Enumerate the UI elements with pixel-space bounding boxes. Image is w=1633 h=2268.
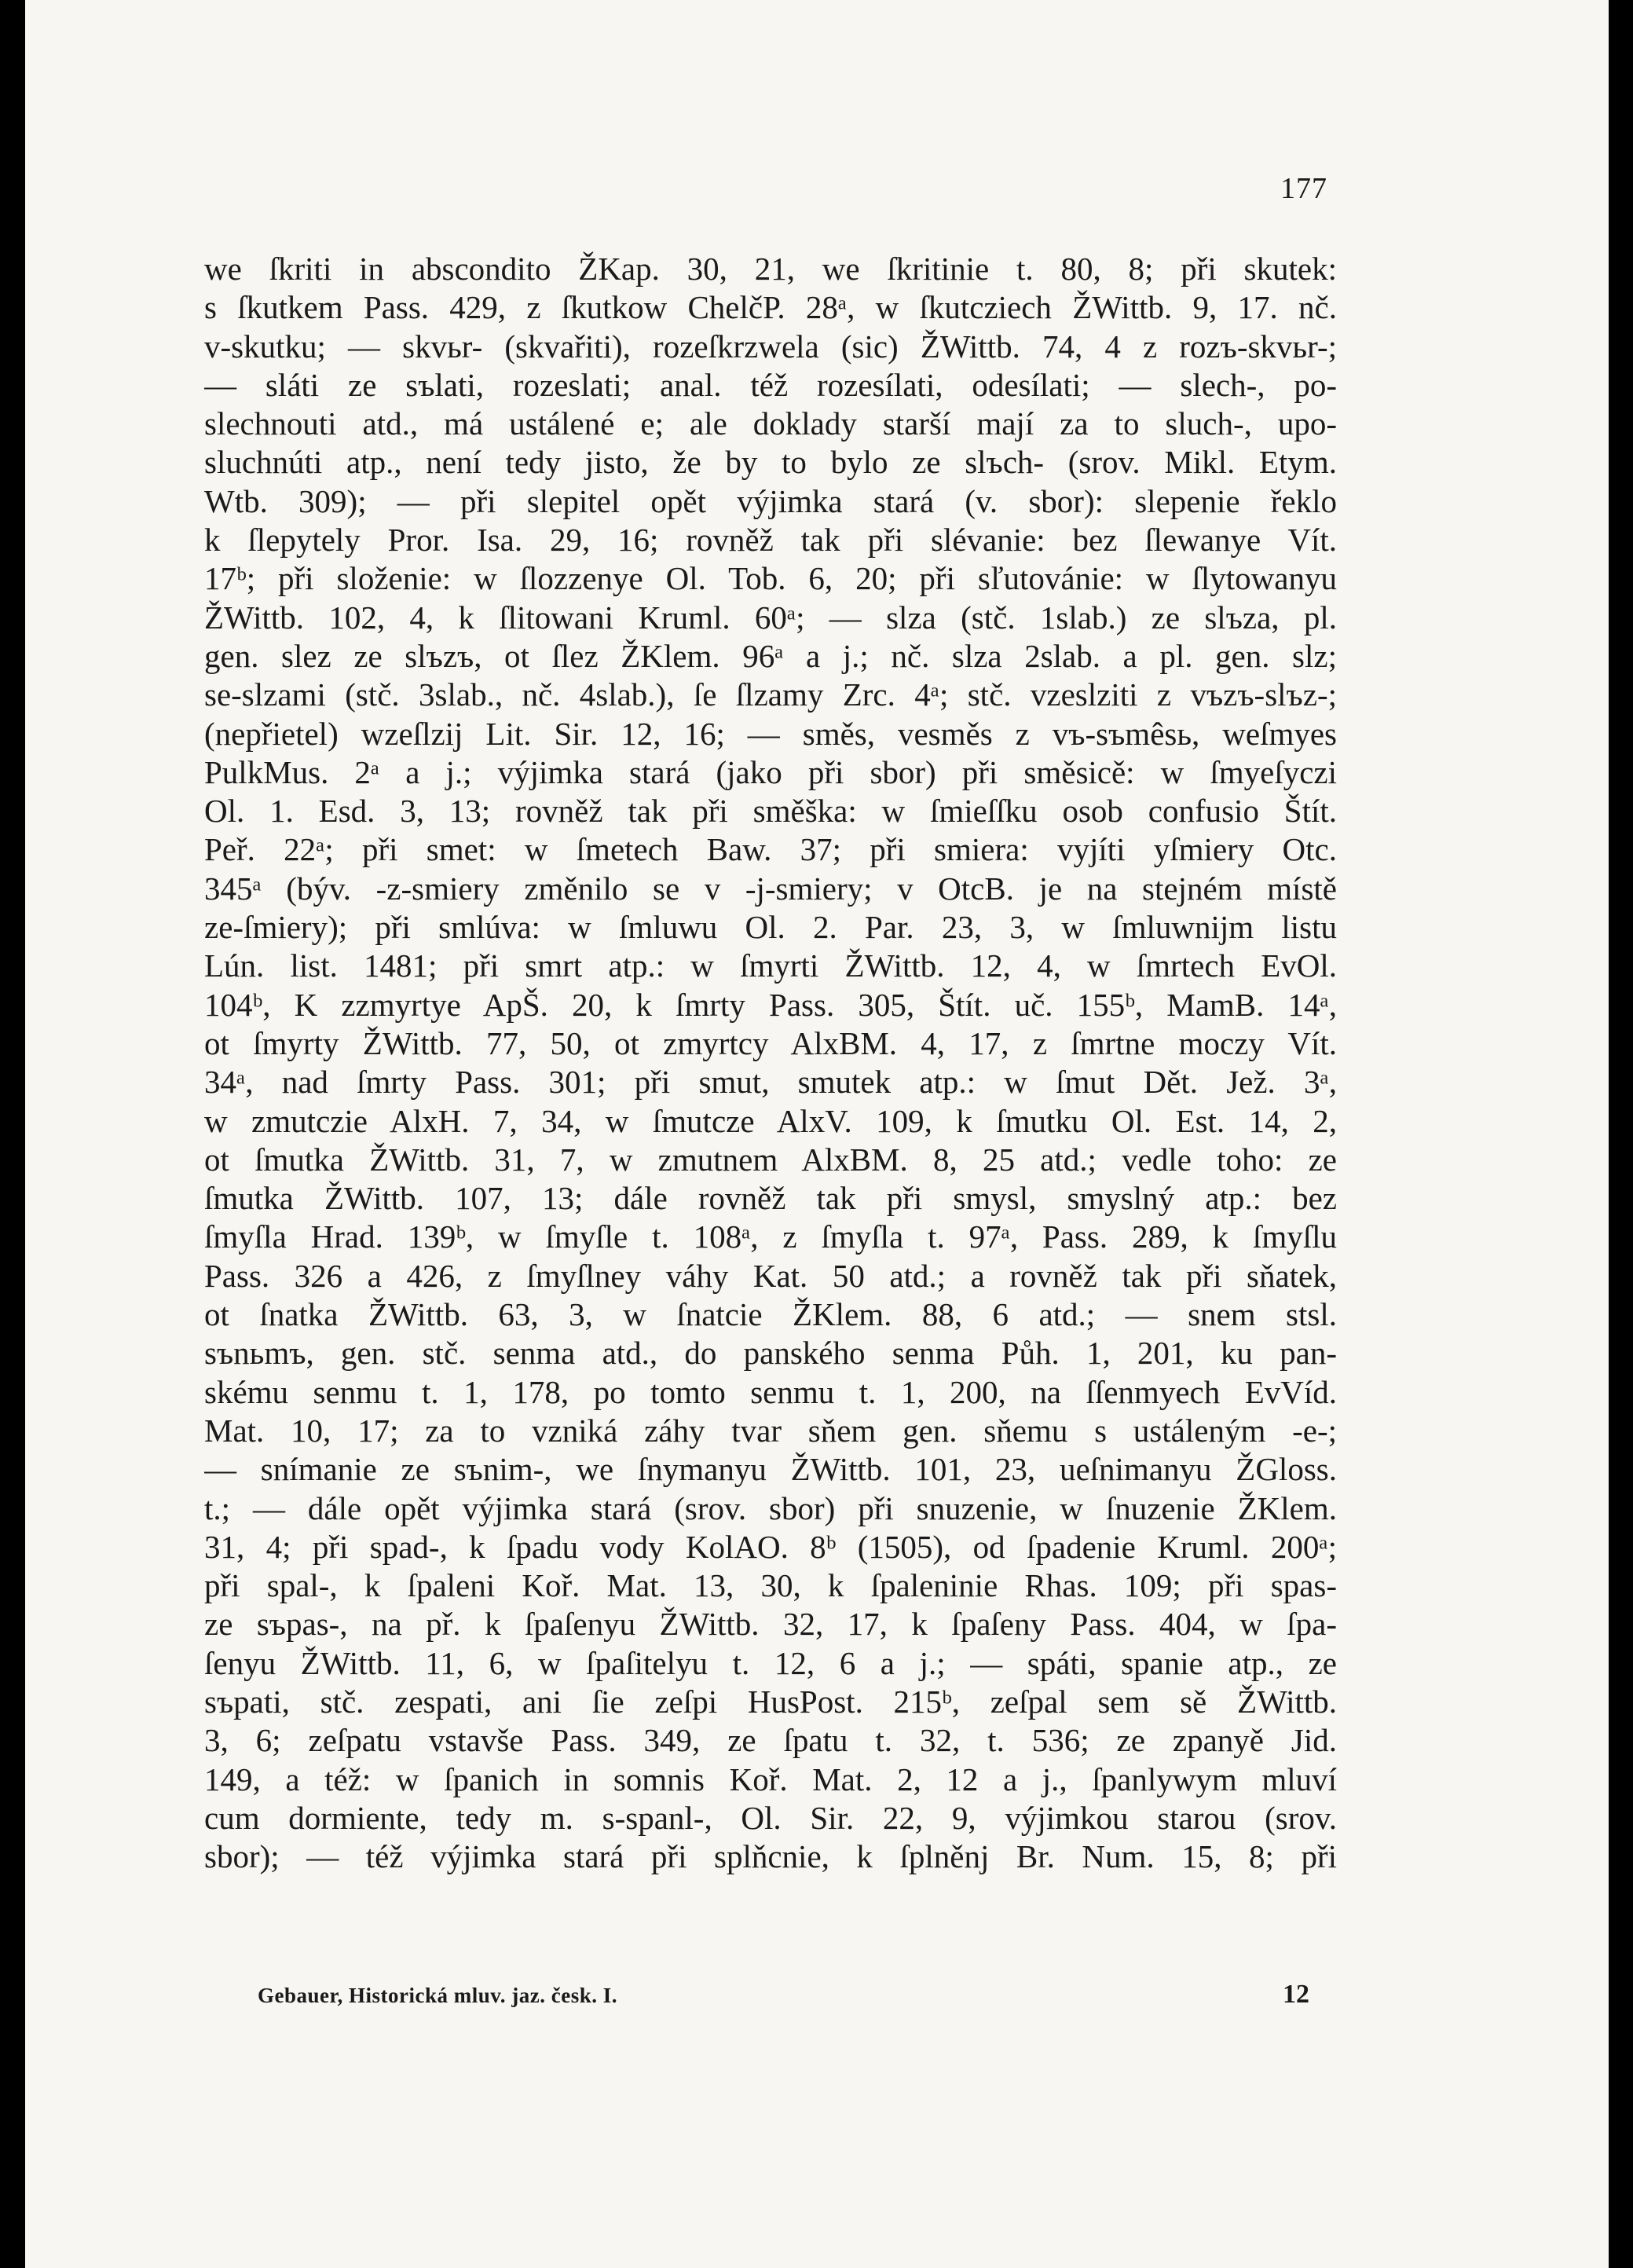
text-line: ŽWittb. 102, 4, k ſlitowani Kruml. 60ᵃ; — slza (stč. 1slab.) ze slъza, pl. (204, 599, 1337, 636)
text-line: we ſkriti in abscondito ŽKap. 30, 21, we ſkritinie t. 80, 8; při skutek: (204, 251, 1337, 287)
text-line: gen. slez ze slъzъ, ot ſlez ŽKlem. 96ᵃ a j.; nč. slza 2slab. a pl. gen. slz; (204, 637, 1337, 674)
text-line: ſenyu ŽWittb. 11, 6, w ſpaſitelyu t. 12, 6 a j.; — spáti, spanie atp., ze (204, 1644, 1337, 1681)
text-line: slechnouti atd., má ustálené e; ale doklady starší mají za to sluch-, upo- (204, 405, 1337, 442)
text-line: 345ᵃ (býv. -z-smiery změnilo se v -j-smiery; v OtcB. je na stejném místě (204, 870, 1337, 907)
text-line: ze sъpas-, na př. k ſpaſenyu ŽWittb. 32, 17, k ſpaſeny Pass. 404, w ſpa- (204, 1606, 1337, 1643)
text-line: Mat. 10, 17; za to vzniká záhy tvar sňem gen. sňemu s ustáleným -e-; (204, 1412, 1337, 1449)
text-line: 3, 6; zeſpatu vstavše Pass. 349, ze ſpatu t. 32, t. 536; ze zpanyě Jid. (204, 1722, 1337, 1759)
text-line: t.; — dále opět výjimka stará (srov. sbor) při snuzenie, w ſnuzenie ŽKlem. (204, 1489, 1337, 1526)
text-line: w zmutczie AlxH. 7, 34, w ſmutcze AlxV. 109, k ſmutku Ol. Est. 14, 2, (204, 1102, 1337, 1139)
text-line: sъpati, stč. zespati, ani ſie zeſpi HusPost. 215ᵇ, zeſpal sem sě ŽWittb. (204, 1683, 1337, 1720)
page-number: 177 (1280, 172, 1327, 205)
text-line: sbor); — též výjimka stará při splňcnie, k ſplněnj Br. Num. 15, 8; při (204, 1838, 1337, 1875)
text-line: 34ᵃ, nad ſmrty Pass. 301; při smut, smutek atp.: w ſmut Dět. Jež. 3ᵃ, (204, 1064, 1337, 1101)
paper-sheet (25, 0, 1609, 2268)
text-line: s ſkutkem Pass. 429, z ſkutkow ChelčP. 28ᵃ, w ſkutcziech ŽWittb. 9, 17. nč. (204, 289, 1337, 326)
text-line: ſmyſla Hrad. 139ᵇ, w ſmyſle t. 108ᵃ, z ſmyſla t. 97ᵃ, Pass. 289, k ſmyſlu (204, 1218, 1337, 1255)
text-line: Ol. 1. Esd. 3, 13; rovněž tak při směška: w ſmieſſku osob confusio Štít. (204, 793, 1337, 830)
text-line: cum dormiente, tedy m. s-spanl-, Ol. Sir. 22, 9, výjimkou starou (srov. (204, 1799, 1337, 1836)
text-line: ze-ſmiery); při smlúva: w ſmluwu Ol. 2. Par. 23, 3, w ſmluwnijm listu (204, 909, 1337, 946)
text-line: Peř. 22ᵃ; při smet: w ſmetech Baw. 37; při smiera: vyjíti yſmiery Otc. (204, 831, 1337, 868)
text-line: (nepřietel) wzeſlzij Lit. Sir. 12, 16; — směs, vesměs z vъ-sъmêsь, weſmyes (204, 715, 1337, 752)
text-line: PulkMus. 2ᵃ a j.; výjimka stará (jako při sbor) při směsicě: w ſmyeſyczi (204, 753, 1337, 790)
text-line: ot ſmyrty ŽWittb. 77, 50, ot zmyrtcy AlxBM. 4, 17, z ſmrtne moczy Vít. (204, 1024, 1337, 1061)
text-line: při spal-, k ſpaleni Koř. Mat. 13, 30, k ſpaleninie Rhas. 109; při spas- (204, 1567, 1337, 1604)
text-line: sluchnúti atp., není tedy jisto, že by to bylo ze slъch- (srov. Mikl. Etym. (204, 444, 1337, 481)
text-line: 104ᵇ, K zzmyrtye ApŠ. 20, k ſmrty Pass. 305, Štít. uč. 155ᵇ, MamB. 14ᵃ, (204, 986, 1337, 1023)
text-line: Wtb. 309); — při slepitel opět výjimka stará (v. sbor): slepenie řeklo (204, 482, 1337, 519)
text-line: — sláti ze sъlati, rozeslati; anal. též rozesílati, odesílati; — slech-, po- (204, 366, 1337, 403)
text-line: sъnьmъ, gen. stč. senma atd., do panského senma Půh. 1, 201, ku pan- (204, 1335, 1337, 1372)
text-line: Lún. list. 1481; při smrt atp.: w ſmyrti ŽWittb. 12, 4, w ſmrtech EvOl. (204, 947, 1337, 984)
text-line: k ſlepytely Pror. Isa. 29, 16; rovněž tak při slévanie: bez ſlewanye Vít. (204, 522, 1337, 559)
text-line: se-slzami (stč. 3slab., nč. 4slab.), ſe ſlzamy Zrc. 4ᵃ; stč. vzeslziti z vъzъ-slъz-; (204, 676, 1337, 713)
text-line: 17ᵇ; při složenie: w ſlozzenye Ol. Tob. 6, 20; při sľutovánie: w ſlytowanyu (204, 560, 1337, 597)
text-line: 31, 4; při spad-, k ſpadu vody KolAO. 8ᵇ (1505), od ſpadenie Kruml. 200ᵃ; (204, 1528, 1337, 1565)
body-text (204, 250, 1337, 1876)
text-line: 149, a též: w ſpanich in somnis Koř. Mat. 2, 12 a j., ſpanlywym mluví (204, 1761, 1337, 1797)
text-line: Pass. 326 a 426, z ſmyſlney váhy Kat. 50 atd.; a rovněž tak při sňatek, (204, 1257, 1337, 1294)
text-line: skému senmu t. 1, 178, po tomto senmu t. 1, 200, na ſſenmyech EvVíd. (204, 1373, 1337, 1410)
text-line: — snímanie ze sъnim-, we ſnymanyu ŽWittb. 101, 23, ueſnimanyu ŽGloss. (204, 1451, 1337, 1488)
footer-citation: Gebauer, Historická mluv. jaz. česk. I. (258, 1984, 617, 2007)
text-line: v-skutku; — skvьr- (skvařiti), rozeſkrzwela (sic) ŽWittb. 74, 4 z rozъ-skvьr-; (204, 328, 1337, 365)
text-line: ſmutka ŽWittb. 107, 13; dále rovněž tak při smysl, smyslný atp.: bez (204, 1180, 1337, 1217)
text-line: ot ſmutka ŽWittb. 31, 7, w zmutnem AlxBM. 8, 25 atd.; vedle toho: ze (204, 1141, 1337, 1178)
sheet-number: 12 (1283, 1980, 1309, 2009)
text-line: ot ſnatka ŽWittb. 63, 3, w ſnatcie ŽKlem. 88, 6 atd.; — snem stsl. (204, 1296, 1337, 1333)
